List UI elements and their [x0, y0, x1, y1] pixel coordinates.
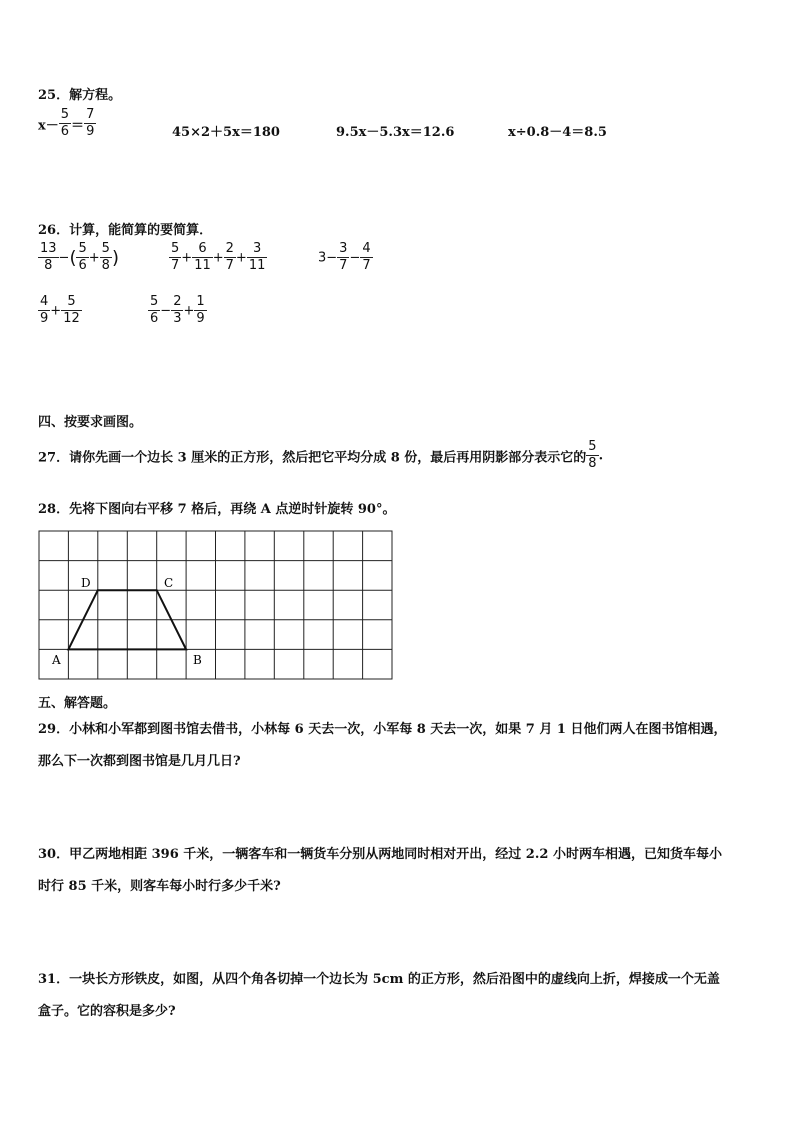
eq1-rhs-fraction: $\frac{7}{9}$	[86, 107, 95, 140]
q28-text: 28．先将下图向右平移 7 格后，再绕 A 点逆时针旋转 90°。	[38, 502, 396, 517]
q28-grid-figure	[38, 530, 396, 684]
q25-title: 25．解方程。	[38, 88, 122, 103]
label-d: D	[81, 576, 91, 590]
q31-line-1: 31．一块长方形铁皮，如图，从四个角各切掉一个边长为 5cm 的正方形，然后沿图中的虚线向上折，焊接成一个无盖	[38, 972, 720, 987]
q26-expression-4: $\frac{4}{9}$ + $\frac{5}{12}$	[40, 294, 80, 327]
q26-expression-2: $\frac{5}{7}$ + $\frac{6}{11}$ + $\frac{2}{7}$ + $\frac{3}{11}$	[171, 241, 266, 274]
q26-expression-1: $\frac{13}{8}$ −( $\frac{5}{6}$ + $\frac{5}{8}$ )	[40, 241, 119, 274]
label-c: C	[164, 576, 174, 590]
q27-fraction: $\frac{5}{8}$	[588, 439, 597, 472]
q29-line-1: 29．小林和小军都到图书馆去借书，小林每 6 天去一次，小军每 8 天去一次，如果 7 月 1 日他们两人在图书馆相遇，	[38, 722, 727, 737]
q27-text: 27．请你先画一个边长 3 厘米的正方形，然后把它平均分成 8 份，最后再用阴影部分表示它的 $\frac{5}{8}$ .	[38, 439, 604, 472]
q25-equation-2: 45×2＋5x＝180	[172, 125, 280, 140]
section-5-heading: 五、解答题。	[38, 696, 117, 711]
q30-line-1: 30．甲乙两地相距 396 千米，一辆客车和一辆货车分别从两地同时相对开出，经过 2.2 小时两车相遇，已知货车每小	[38, 847, 722, 862]
grid-lines	[39, 531, 392, 679]
q26-expression-5: $\frac{5}{6}$ − $\frac{2}{3}$ + $\frac{1}{9}$	[150, 294, 205, 327]
eq1-lhs: x－	[38, 118, 59, 134]
q26-expression-3: 3− $\frac{3}{7}$ − $\frac{4}{7}$	[318, 241, 371, 274]
q30-line-2: 时行 85 千米，则客车每小时行多少千米?	[38, 879, 281, 894]
q29-line-2: 那么下一次都到图书馆是几月几日?	[38, 754, 241, 769]
q31-line-2: 盒子。它的容积是多少?	[38, 1004, 176, 1019]
q25-equation-4: x÷0.8－4＝8.5	[508, 125, 607, 140]
label-a: A	[52, 653, 61, 667]
eq1-equals: ＝	[71, 118, 85, 134]
q25-equation-3: 9.5x－5.3x＝12.6	[336, 125, 455, 140]
eq1-fraction: $\frac{5}{6}$	[60, 107, 70, 140]
label-b: B	[193, 653, 202, 667]
q26-title: 26．计算，能简算的要简算．	[38, 223, 213, 238]
q25-equation-1	[38, 108, 96, 140]
section-4-heading: 四、按要求画图。	[38, 415, 143, 430]
